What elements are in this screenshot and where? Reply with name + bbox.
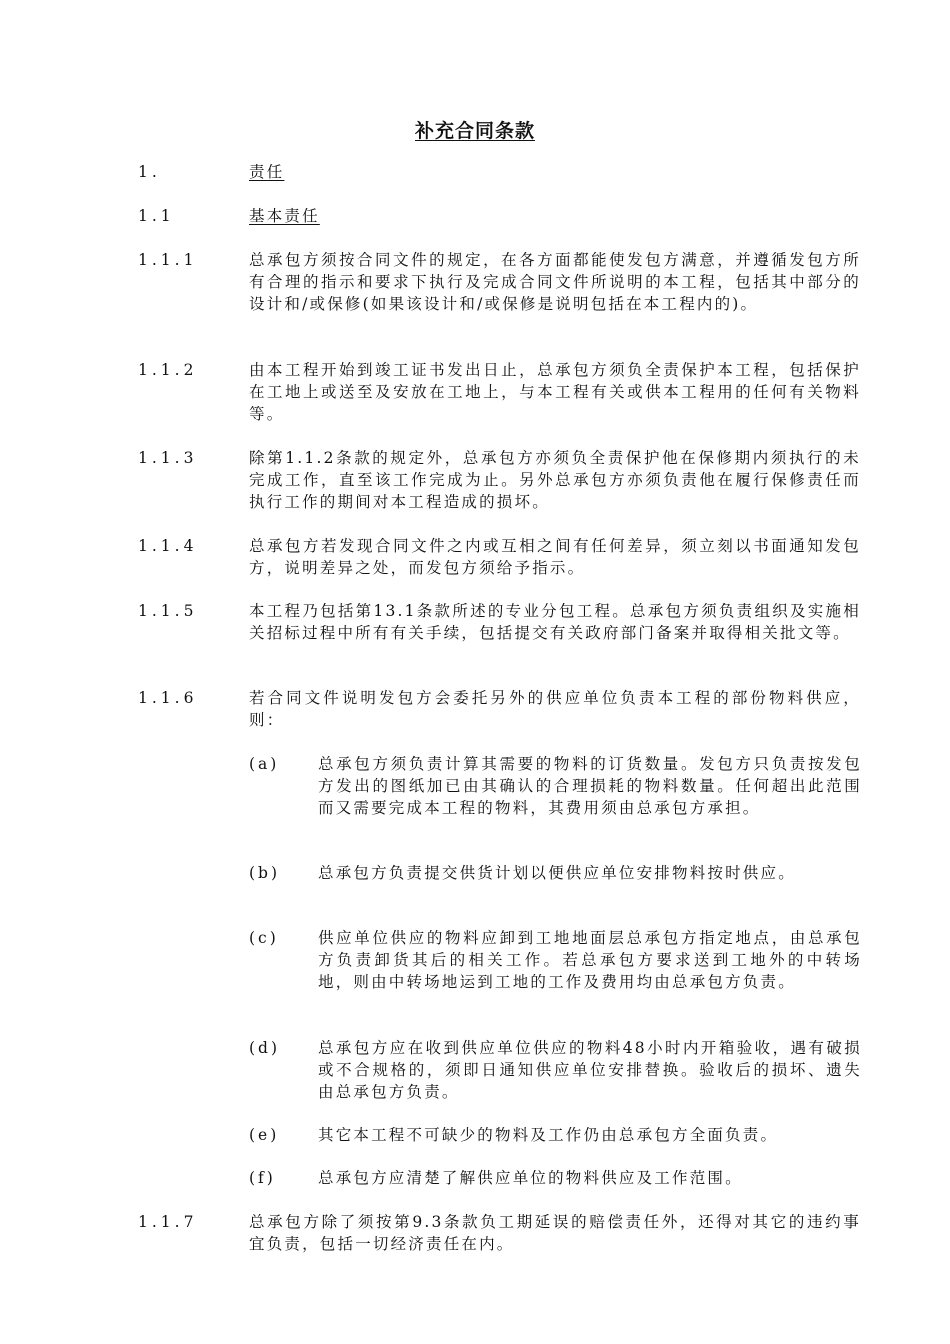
clause-text: 除第1.1.2条款的规定外，总承包方亦须负全责保护他在保修期内须执行的未完成工作，直至该工作完成为止。另外总承包方亦须负责他在履行保修责任而执行工作的期间对本工程造成的损坏。 (249, 449, 861, 511)
section-number: 1.1 (138, 207, 175, 225)
subitem-text: 其它本工程不可缺少的物料及工作仍由总承包方全面负责。 (318, 1126, 779, 1144)
section-heading: 责任 (249, 163, 285, 181)
subitem-label: (b) (249, 864, 281, 882)
clause-text: 总承包方除了须按第9.3条款负工期延误的赔偿责任外，还得对其它的违约事宜负责，包括一切经济责任在内。 (249, 1213, 861, 1253)
subitem-label: (a) (249, 755, 280, 773)
clause-number: 1.1.6 (138, 689, 198, 707)
clause-text: 若合同文件说明发包方会委托另外的供应单位负责本工程的部份物料供应，则： (249, 689, 861, 729)
clause-text: 本工程乃包括第13.1条款所述的专业分包工程。总承包方须负责组织及实施相关招标过程中所有有关手续，包括提交有关政府部门备案并取得相关批文等。 (249, 602, 861, 642)
subitem-text: 总承包方须负责计算其需要的物料的订货数量。发包方只负责按发包方发出的图纸加已由其确认的合理损耗的物料数量。任何超出此范围而又需要完成本工程的物料，其费用须由总承包方承担。 (318, 755, 862, 817)
section-heading: 基本责任 (249, 207, 320, 225)
clause-text: 总承包方须按合同文件的规定，在各方面都能使发包方满意，并遵循发包方所有合理的指示和要求下执行及完成合同文件所说明的本工程，包括其中部分的设计和/或保修(如果该设计和/或保修是说明包括在本工程内的)。 (249, 251, 861, 313)
clause-text: 总承包方若发现合同文件之内或互相之间有任何差异，须立刻以书面通知发包方，说明差异之处，而发包方须给予指示。 (249, 537, 861, 577)
section-number: 1. (138, 163, 161, 181)
subitem-label: (d) (249, 1039, 281, 1057)
document-title (0, 116, 950, 143)
subitem-text: 总承包方负责提交供货计划以便供应单位安排物料按时供应。 (318, 864, 796, 882)
document-title-text: 补充合同条款 (414, 120, 535, 142)
clause-number: 1.1.3 (138, 449, 198, 467)
subitem-text: 供应单位供应的物料应卸到工地地面层总承包方指定地点，由总承包方负责卸货其后的相关工作。若总承包方要求送到工地外的中转场地，则由中转场地运到工地的工作及费用均由总承包方负责。 (318, 929, 862, 991)
clause-number: 1.1.7 (138, 1213, 198, 1231)
subitem-label: (f) (249, 1169, 276, 1187)
subitem-text: 总承包方应清楚了解供应单位的物料供应及工作范围。 (318, 1169, 743, 1187)
clause-number: 1.1.1 (138, 251, 198, 269)
subitem-label: (c) (249, 929, 279, 947)
clause-number: 1.1.4 (138, 537, 198, 555)
subitem-text: 总承包方应在收到供应单位供应的物料48小时内开箱验收，遇有破损或不合规格的，须即日通知供应单位安排替换。验收后的损坏、遗失由总承包方负责。 (318, 1039, 862, 1101)
subitem-label: (e) (249, 1126, 280, 1144)
clause-number: 1.1.2 (138, 361, 198, 379)
clause-number: 1.1.5 (138, 602, 198, 620)
clause-text: 由本工程开始到竣工证书发出日止，总承包方须负全责保护本工程，包括保护在工地上或送至及安放在工地上，与本工程有关或供本工程用的任何有关物料等。 (249, 361, 861, 423)
